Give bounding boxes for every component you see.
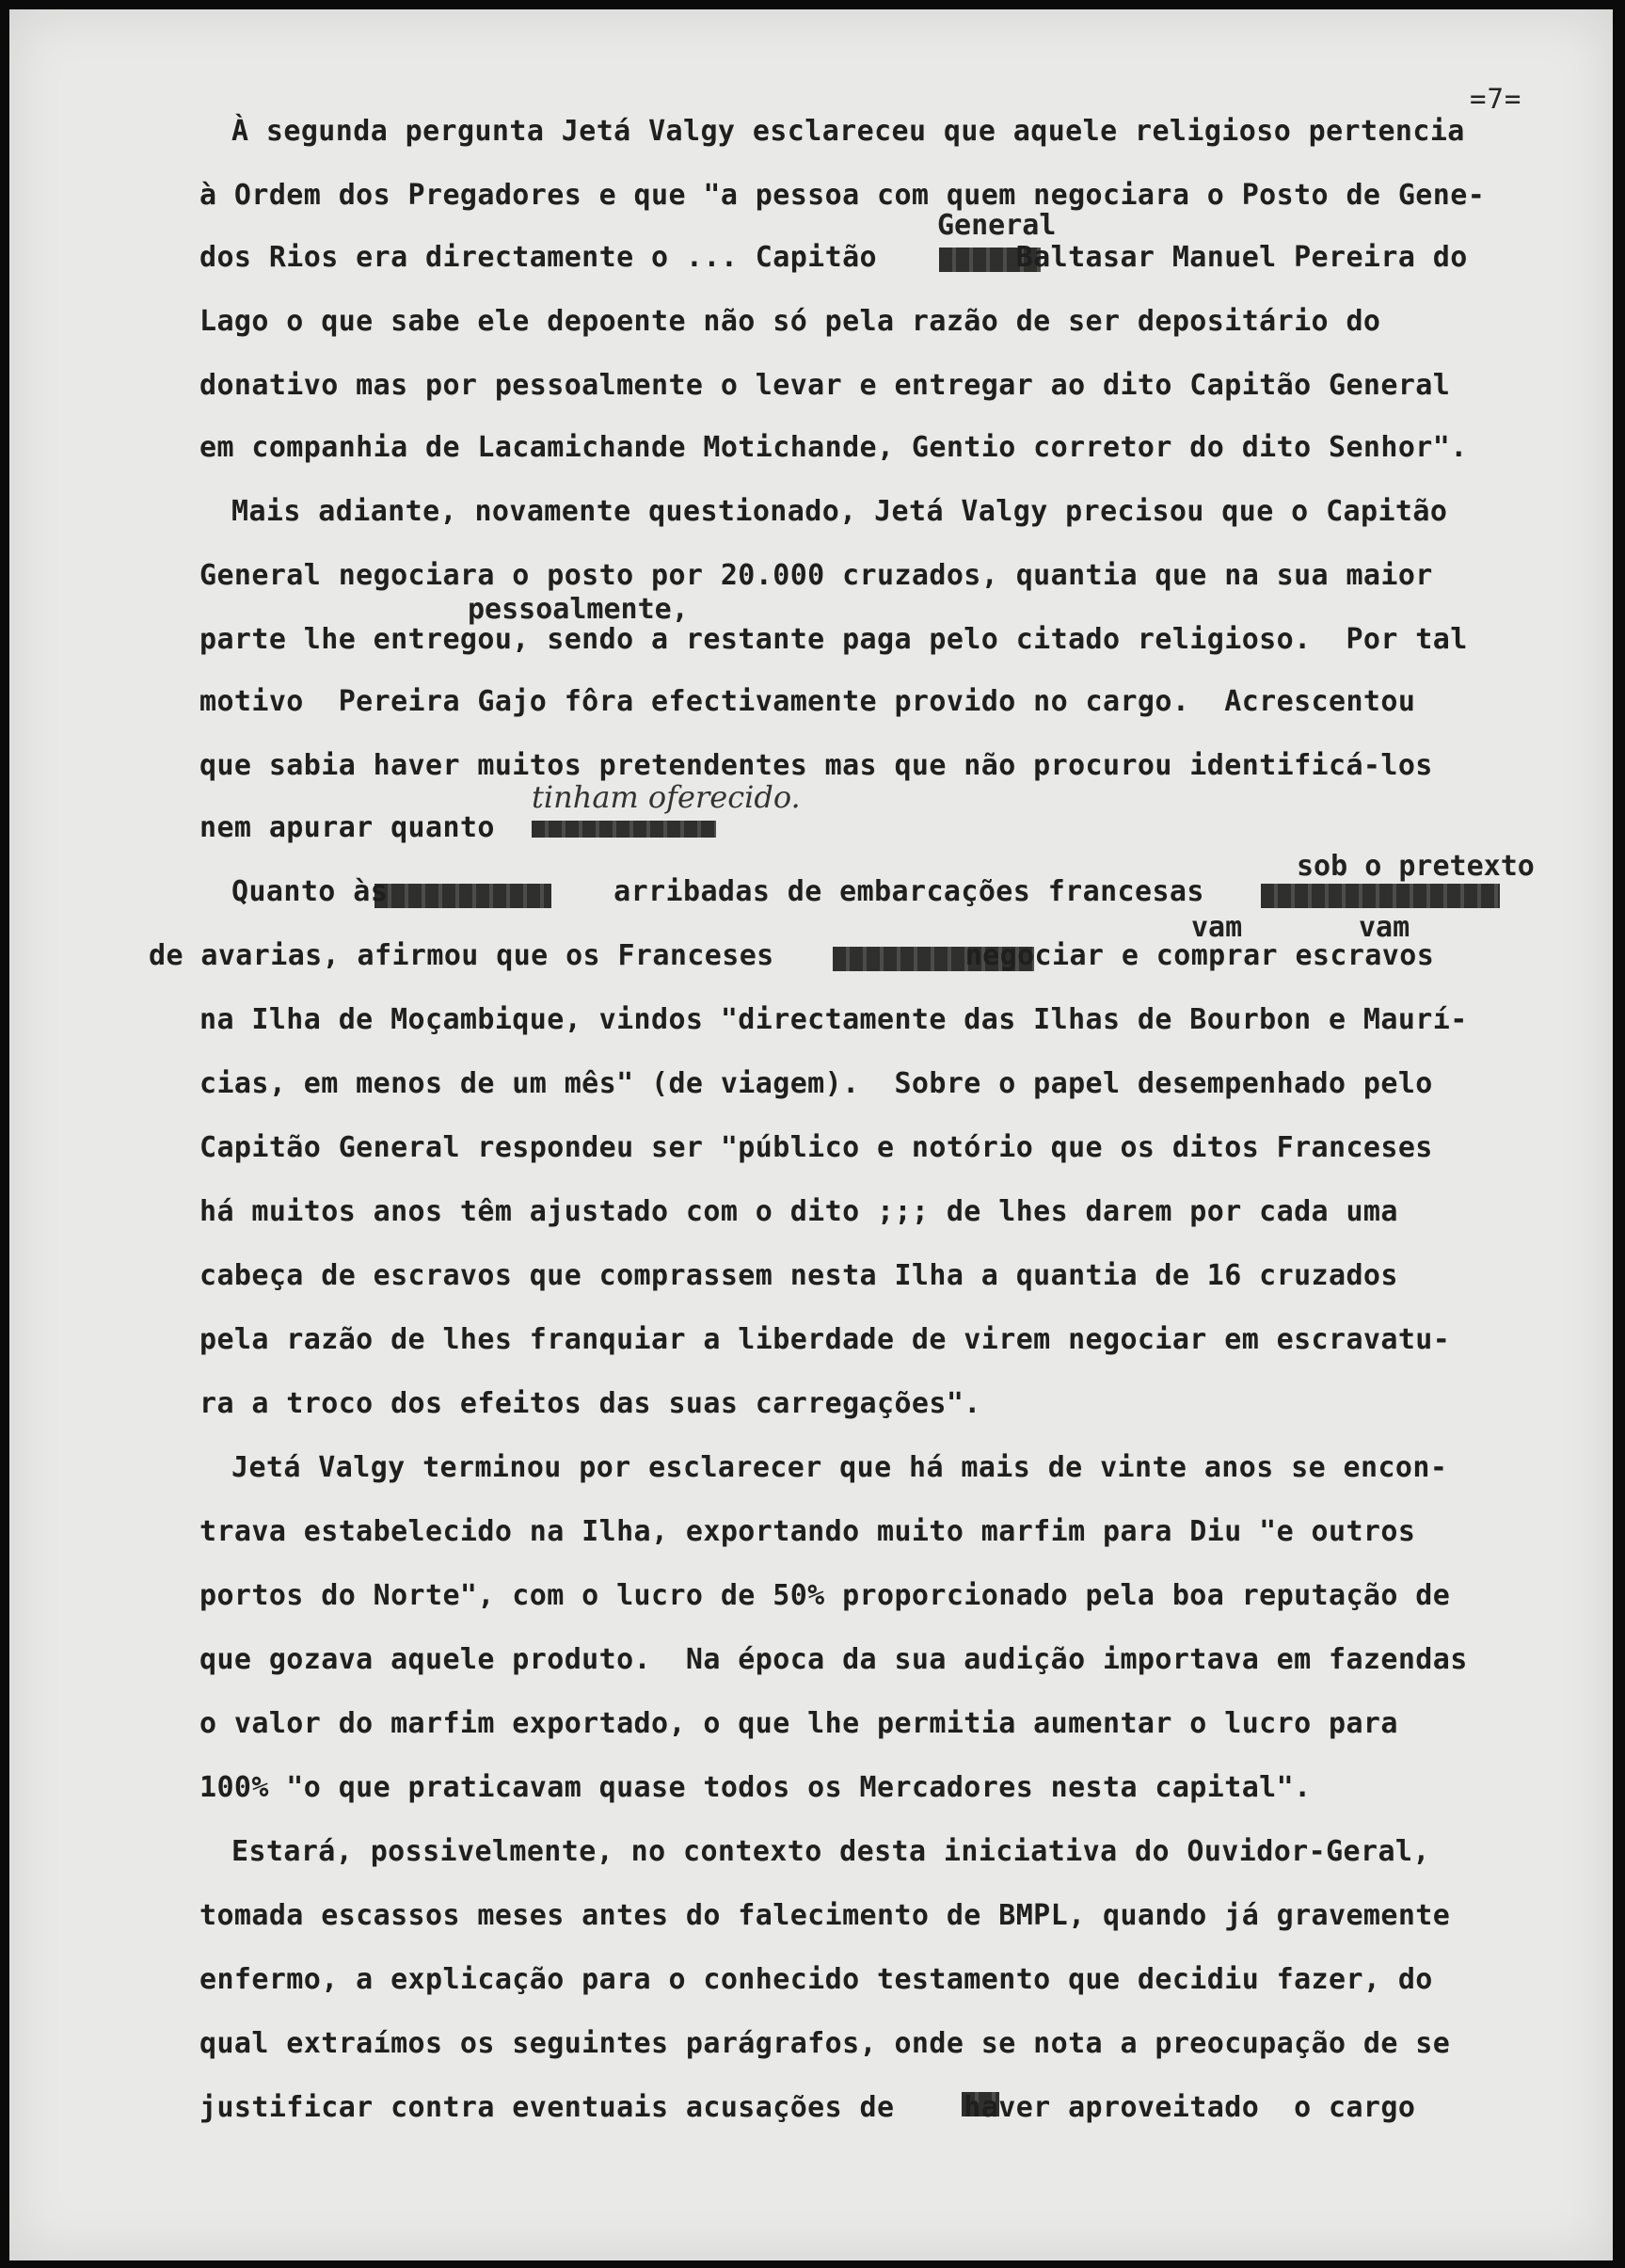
text-line: o valor do marfim exportado, o que lhe permitia aumentar o lucro para — [199, 1707, 1398, 1740]
text-line: nem apurar quanto — [199, 811, 495, 844]
text-line: justificar contra eventuais acusações de haver aproveitado o cargo — [199, 2091, 1416, 2124]
text-line: portos do Norte", com o lucro de 50% proporcionado pela boa reputação de — [199, 1579, 1451, 1612]
text-line: Capitão General respondeu ser "público e notório que os ditos Franceses — [199, 1131, 1433, 1164]
text-line: General negociara o posto por 20.000 cruzados, quantia que na sua maior — [199, 559, 1433, 592]
text-line: que sabia haver muitos pretendentes mas que não procurou identificá-los — [199, 749, 1433, 782]
text-line: dos Rios era directamente o ... Capitão Baltasar Manuel Pereira do — [199, 241, 1468, 274]
text-line: motivo Pereira Gajo fôra efectivamente provido no cargo. Acrescentou — [199, 685, 1416, 718]
text-line: na Ilha de Moçambique, vindos "directamente das Ilhas de Bourbon e Maurí- — [199, 1003, 1468, 1036]
text-line: qual extraímos os seguintes parágrafos, onde se nota a preocupação de se — [199, 2027, 1451, 2060]
text-line: tomada escassos meses antes do falecimento de BMPL, quando já gravemente — [199, 1899, 1451, 1932]
text-line: cabeça de escravos que comprassem nesta Ilha a quantia de 16 cruzados — [199, 1259, 1398, 1292]
text-line: em companhia de Lacamichande Motichande, Gentio corretor do dito Senhor". — [199, 431, 1468, 464]
text-line: À segunda pergunta Jetá Valgy esclareceu que aquele religioso pertencia — [231, 115, 1465, 148]
text-line: 100% "o que praticavam quase todos os Mercadores nesta capital". — [199, 1771, 1312, 1804]
text-line: de avarias, afirmou que os Franceses negociar e comprar escravos — [149, 939, 1435, 972]
insertion-vam-1: vam — [1191, 911, 1243, 944]
document-page — [9, 9, 1613, 2260]
text-line: ra a troco dos efeitos das suas carregações". — [199, 1387, 981, 1420]
text-line: à Ordem dos Pregadores e que "a pessoa com quem negociara o Posto de Gene- — [199, 179, 1486, 212]
text-line: Jetá Valgy terminou por esclarecer que há mais de vinte anos se encon- — [231, 1451, 1448, 1484]
insertion-general: General — [937, 209, 1057, 242]
text-line: cias, em menos de um mês" (de viagem). Sobre o papel desempenhado pelo — [199, 1067, 1433, 1100]
text-line: trava estabelecido na Ilha, exportando muito marfim para Diu "e outros — [199, 1515, 1416, 1548]
text-line: Quanto às arribadas de embarcações francesas — [231, 875, 1204, 908]
text-line: Lago o que sabe ele depoente não só pela razão de ser depositário do — [199, 305, 1381, 338]
text-line: que gozava aquele produto. Na época da sua audição importava em fazendas — [199, 1643, 1468, 1676]
text-line: Mais adiante, novamente questionado, Jetá Valgy precisou que o Capitão — [231, 495, 1448, 528]
strikeout-mark — [532, 821, 716, 838]
insertion-sob-o-pretexto: sob o pretexto — [1297, 850, 1535, 883]
insertion-pessoalmente: pessoalmente, — [468, 593, 689, 626]
page-number: =7= — [1470, 83, 1522, 115]
text-line: enfermo, a explicação para o conhecido testamento que decidiu fazer, do — [199, 1963, 1433, 1996]
handwritten-insertion: tinham oferecido. — [532, 779, 801, 815]
text-line: pela razão de lhes franquiar a liberdade de virem negociar em escravatu- — [199, 1323, 1451, 1356]
text-line: Estará, possivelmente, no contexto desta iniciativa do Ouvidor-Geral, — [231, 1835, 1430, 1868]
text-line: parte lhe entregou, sendo a restante paga pelo citado religioso. Por tal — [199, 623, 1468, 656]
text-line: donativo mas por pessoalmente o levar e entregar ao dito Capitão General — [199, 369, 1451, 402]
text-line: há muitos anos têm ajustado com o dito ;;; de lhes darem por cada uma — [199, 1195, 1398, 1228]
insertion-vam-2: vam — [1359, 911, 1410, 944]
strikeout-mark — [1261, 884, 1500, 908]
